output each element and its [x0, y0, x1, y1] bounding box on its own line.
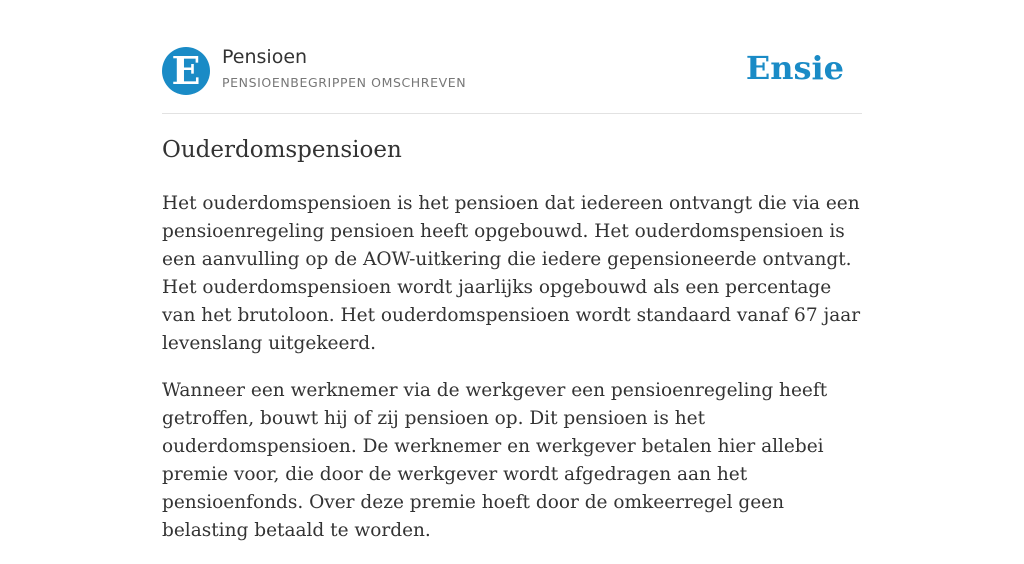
site-subtitle: PENSIOENBEGRIPPEN OMSCHREVEN: [222, 75, 467, 90]
paragraph: Het ouderdomspensioen is het pensioen dat iedereen ontvangt die via een pensioenregeling pensioen heeft opgebouwd. Het ouderdomspensioen is een aanvulling op de AOW-uitkering die iedere gepensioneerde ontvangt. Het ouderdomspensioen wordt jaarlijks opgebouwd als een percentage van het brutoloon. Het ouderdomspensioen wordt standaard vanaf 67 jaar levenslang uitgekeerd.: [162, 193, 861, 354]
ensie-brand-logo[interactable]: Ensie: [745, 49, 844, 87]
ensie-logo-icon[interactable]: E: [162, 47, 210, 95]
article-content: [162, 190, 862, 564]
paragraph: Wanneer een werknemer via de werkgever een pensioenregeling heeft getroffen, bouwt hij of zij pensioen op. Dit pensioen is het ouderdomspensioen. De werknemer en werkgever betalen hier allebei premie voor, die door de werkgever wordt afgedragen aan het pensioenfonds. Over deze premie hoeft door de omkeerregel geen belasting betaald te worden.: [162, 380, 828, 541]
page-title: Ouderdomspensioen: [162, 137, 402, 163]
header-divider: [162, 113, 862, 114]
site-header: [162, 46, 862, 96]
site-title[interactable]: Pensioen: [222, 46, 308, 68]
